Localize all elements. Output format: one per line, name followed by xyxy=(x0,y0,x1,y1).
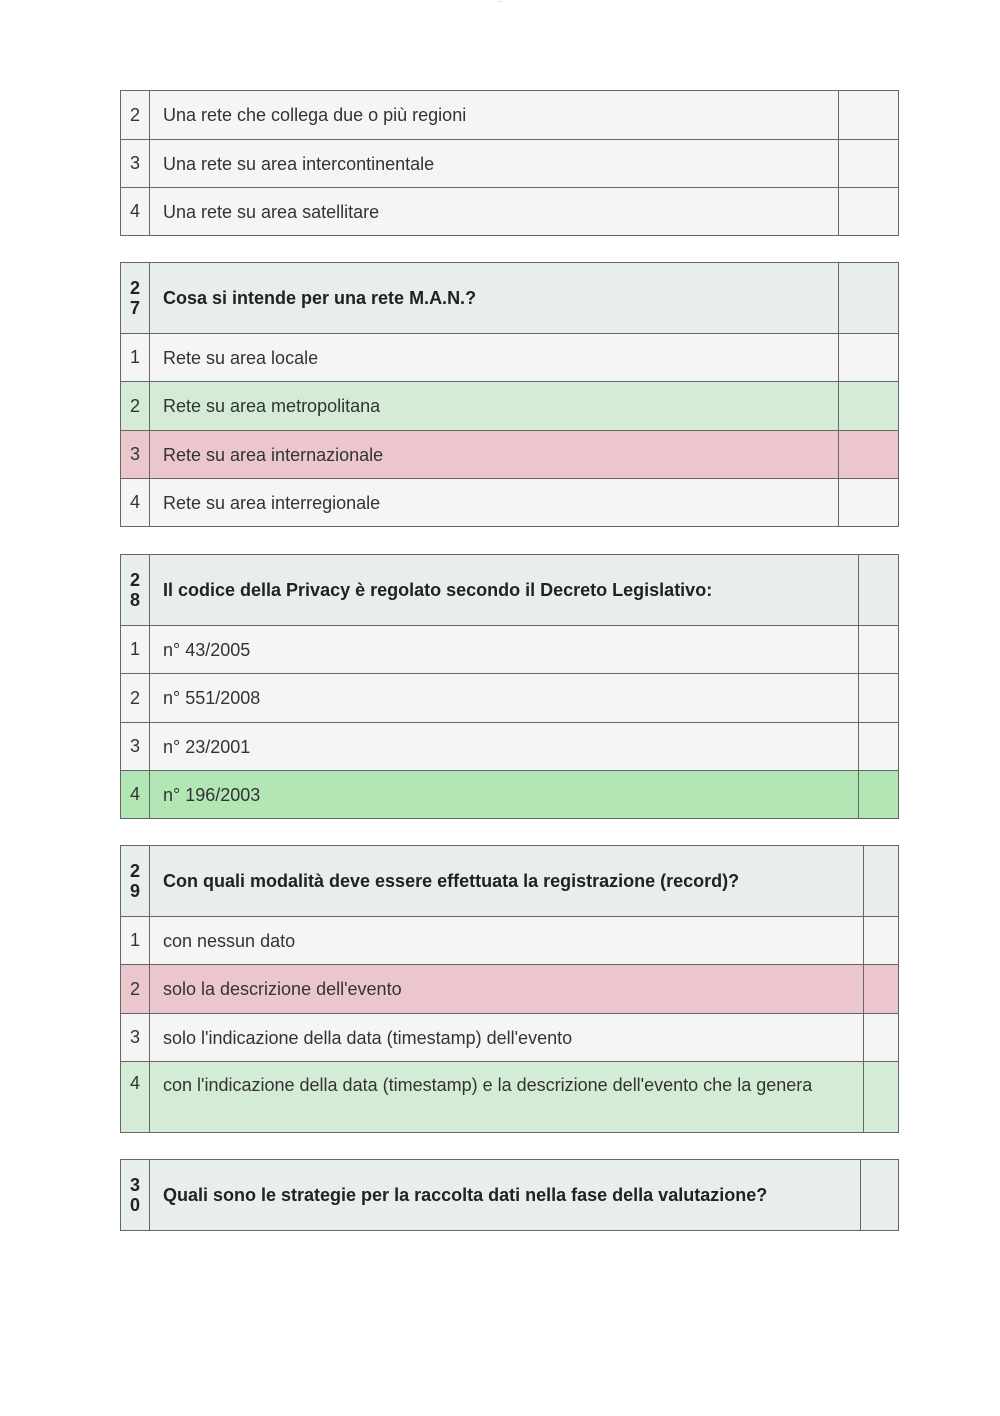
option-row xyxy=(121,723,899,771)
question-row xyxy=(121,846,899,917)
option-row-correct xyxy=(121,1062,899,1133)
question-text: Quali sono le strategie per la raccolta dati nella fase della valutazione? xyxy=(150,1160,861,1231)
option-number: 4 xyxy=(121,188,150,236)
option-text: Una rete che collega due o più regioni xyxy=(150,91,839,140)
question-number-digit: 8 xyxy=(129,590,140,610)
option-text: con l'indicazione della data (timestamp) e la descrizione dell'evento che la genera xyxy=(150,1062,864,1133)
question-number-digit: 2 xyxy=(129,278,140,298)
option-mark-cell xyxy=(859,674,899,723)
option-mark-cell xyxy=(864,917,899,965)
option-text: Rete su area metropolitana xyxy=(150,382,839,431)
option-number: 2 xyxy=(121,91,150,140)
option-row-wrong xyxy=(121,965,899,1014)
option-row xyxy=(121,674,899,723)
option-mark-cell xyxy=(859,771,899,819)
option-text: Rete su area internazionale xyxy=(150,431,839,479)
option-row xyxy=(121,188,899,236)
question-number xyxy=(121,1160,150,1231)
option-mark-cell xyxy=(864,965,899,1014)
option-text: solo l'indicazione della data (timestamp) dell'evento xyxy=(150,1014,864,1062)
question-mark-cell xyxy=(861,1160,899,1231)
option-row-correct xyxy=(121,382,899,431)
question-row xyxy=(121,555,899,626)
option-row-correct xyxy=(121,771,899,819)
option-mark-cell xyxy=(839,431,899,479)
option-number: 3 xyxy=(121,1014,150,1062)
option-number: 3 xyxy=(121,431,150,479)
option-mark-cell xyxy=(859,723,899,771)
question-number-digit: 9 xyxy=(129,881,140,901)
option-row xyxy=(121,334,899,382)
question-table-30 xyxy=(120,1159,899,1231)
option-row xyxy=(121,917,899,965)
question-number-digit: 7 xyxy=(129,298,140,318)
option-row xyxy=(121,479,899,527)
option-row xyxy=(121,1014,899,1062)
question-number xyxy=(121,555,150,626)
question-number-digit: 2 xyxy=(129,861,140,881)
option-number: 4 xyxy=(121,1062,150,1133)
option-mark-cell xyxy=(839,140,899,188)
question-mark-cell xyxy=(839,263,899,334)
question-mark-cell xyxy=(859,555,899,626)
option-number: 4 xyxy=(121,479,150,527)
page-mark: ... xyxy=(497,0,503,4)
option-text: Rete su area locale xyxy=(150,334,839,382)
option-mark-cell xyxy=(864,1014,899,1062)
option-text: n° 23/2001 xyxy=(150,723,859,771)
option-number: 4 xyxy=(121,771,150,819)
question-number-digit: 2 xyxy=(129,570,140,590)
question-number xyxy=(121,263,150,334)
question-text: Cosa si intende per una rete M.A.N.? xyxy=(150,263,839,334)
option-number: 2 xyxy=(121,382,150,431)
option-text: n° 43/2005 xyxy=(150,626,859,674)
option-text: solo la descrizione dell'evento xyxy=(150,965,864,1014)
option-number: 1 xyxy=(121,334,150,382)
option-row xyxy=(121,140,899,188)
option-number: 2 xyxy=(121,674,150,723)
option-text: Una rete su area intercontinentale xyxy=(150,140,839,188)
question-text: Con quali modalità deve essere effettuata la registrazione (record)? xyxy=(150,846,864,917)
option-number: 2 xyxy=(121,965,150,1014)
question-table-27 xyxy=(120,262,899,527)
option-mark-cell xyxy=(859,626,899,674)
question-table-28 xyxy=(120,554,899,819)
question-number xyxy=(121,846,150,917)
option-text: n° 196/2003 xyxy=(150,771,859,819)
option-mark-cell xyxy=(839,334,899,382)
option-text: n° 551/2008 xyxy=(150,674,859,723)
option-mark-cell xyxy=(839,188,899,236)
question-text: Il codice della Privacy è regolato secondo il Decreto Legislativo: xyxy=(150,555,859,626)
question-table-29 xyxy=(120,845,899,1133)
question-number-digit: 0 xyxy=(129,1195,140,1215)
option-mark-cell xyxy=(839,479,899,527)
option-mark-cell xyxy=(839,382,899,431)
question-table-26-continued xyxy=(120,90,899,236)
option-text: con nessun dato xyxy=(150,917,864,965)
option-mark-cell xyxy=(864,1062,899,1133)
option-number: 3 xyxy=(121,140,150,188)
option-row xyxy=(121,91,899,140)
option-text: Una rete su area satellitare xyxy=(150,188,839,236)
question-row xyxy=(121,263,899,334)
option-row xyxy=(121,626,899,674)
question-mark-cell xyxy=(864,846,899,917)
option-text: Rete su area interregionale xyxy=(150,479,839,527)
option-number: 3 xyxy=(121,723,150,771)
question-number-digit: 3 xyxy=(129,1175,140,1195)
question-row xyxy=(121,1160,899,1231)
option-number: 1 xyxy=(121,917,150,965)
option-number: 1 xyxy=(121,626,150,674)
option-mark-cell xyxy=(839,91,899,140)
option-row-wrong xyxy=(121,431,899,479)
